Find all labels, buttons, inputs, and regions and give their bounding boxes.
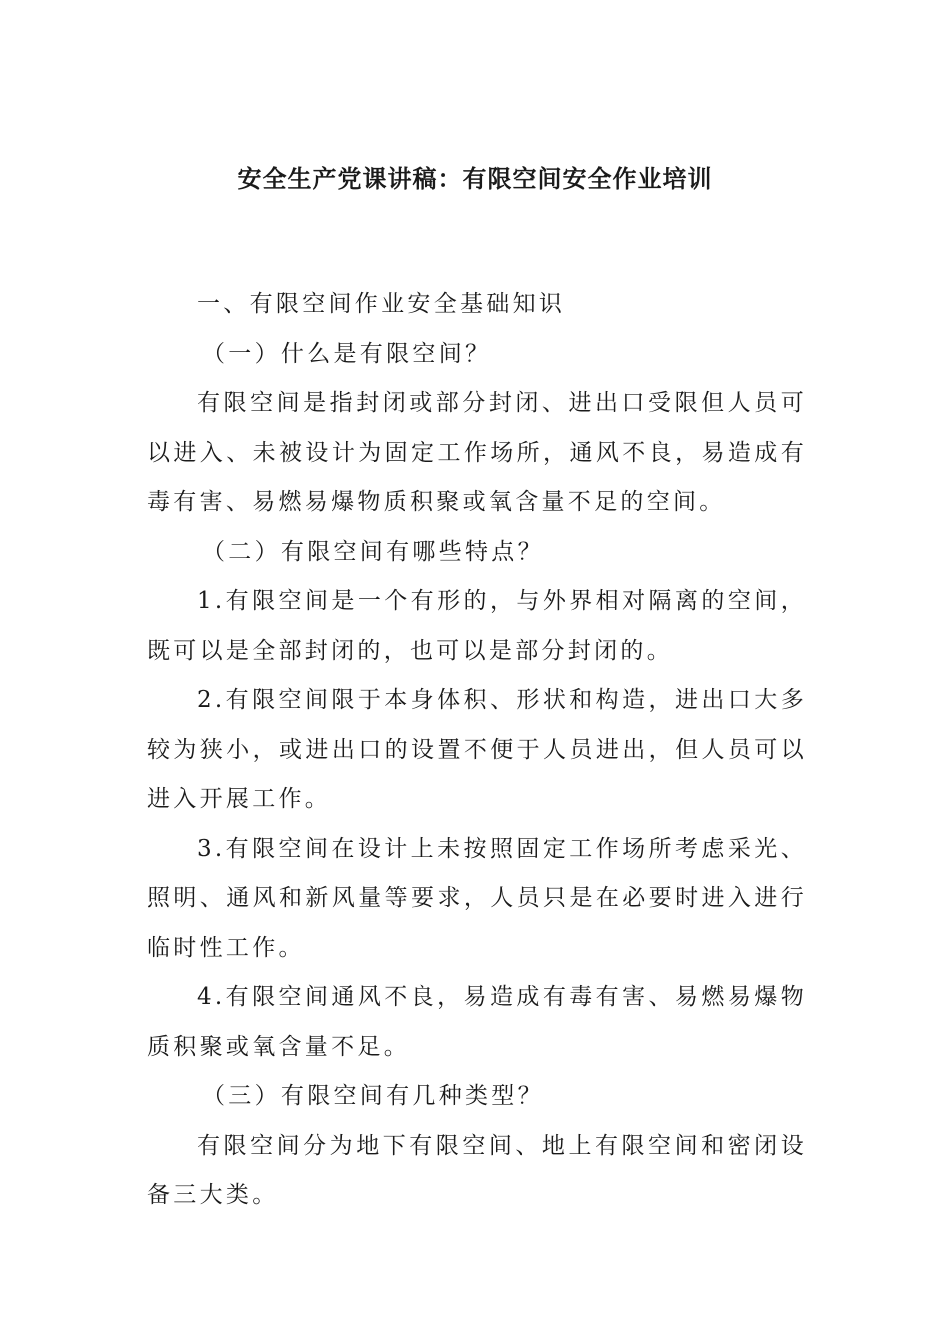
document-title: 安全生产党课讲稿：有限空间安全作业培训	[237, 165, 713, 193]
section-heading: 一、有限空间作业安全基础知识	[197, 291, 566, 317]
list-item: 1.有限空间是一个有形的，与外界相对隔离的空间，既可以是全部封闭的，也可以是部分封闭的。	[147, 588, 807, 664]
paragraph: 有限空间分为地下有限空间、地上有限空间和密闭设备三大类。	[147, 1132, 807, 1208]
subsection-heading: （一）什么是有限空间？	[202, 340, 492, 367]
subsection-heading: （三）有限空间有几种类型？	[202, 1083, 544, 1109]
subsection-heading: （二）有限空间有哪些特点？	[202, 538, 544, 565]
list-item: 2.有限空间限于本身体积、形状和构造，进出口大多较为狭小，或进出口的设置不便于人员进出，但人员可以进入开展工作。	[147, 687, 807, 812]
document-body	[147, 280, 807, 1221]
list-item: 4.有限空间通风不良，易造成有毒有害、易燃易爆物质积聚或氧含量不足。	[147, 984, 807, 1060]
paragraph: 有限空间是指封闭或部分封闭、进出口受限但人员可以进入、未被设计为固定工作场所，通风不良，易造成有毒有害、易燃易爆物质积聚或氧含量不足的空间。	[147, 390, 807, 515]
list-item: 3.有限空间在设计上未按照固定工作场所考虑采光、照明、通风和新风量等要求，人员只是在必要时进入进行临时性工作。	[147, 835, 807, 961]
